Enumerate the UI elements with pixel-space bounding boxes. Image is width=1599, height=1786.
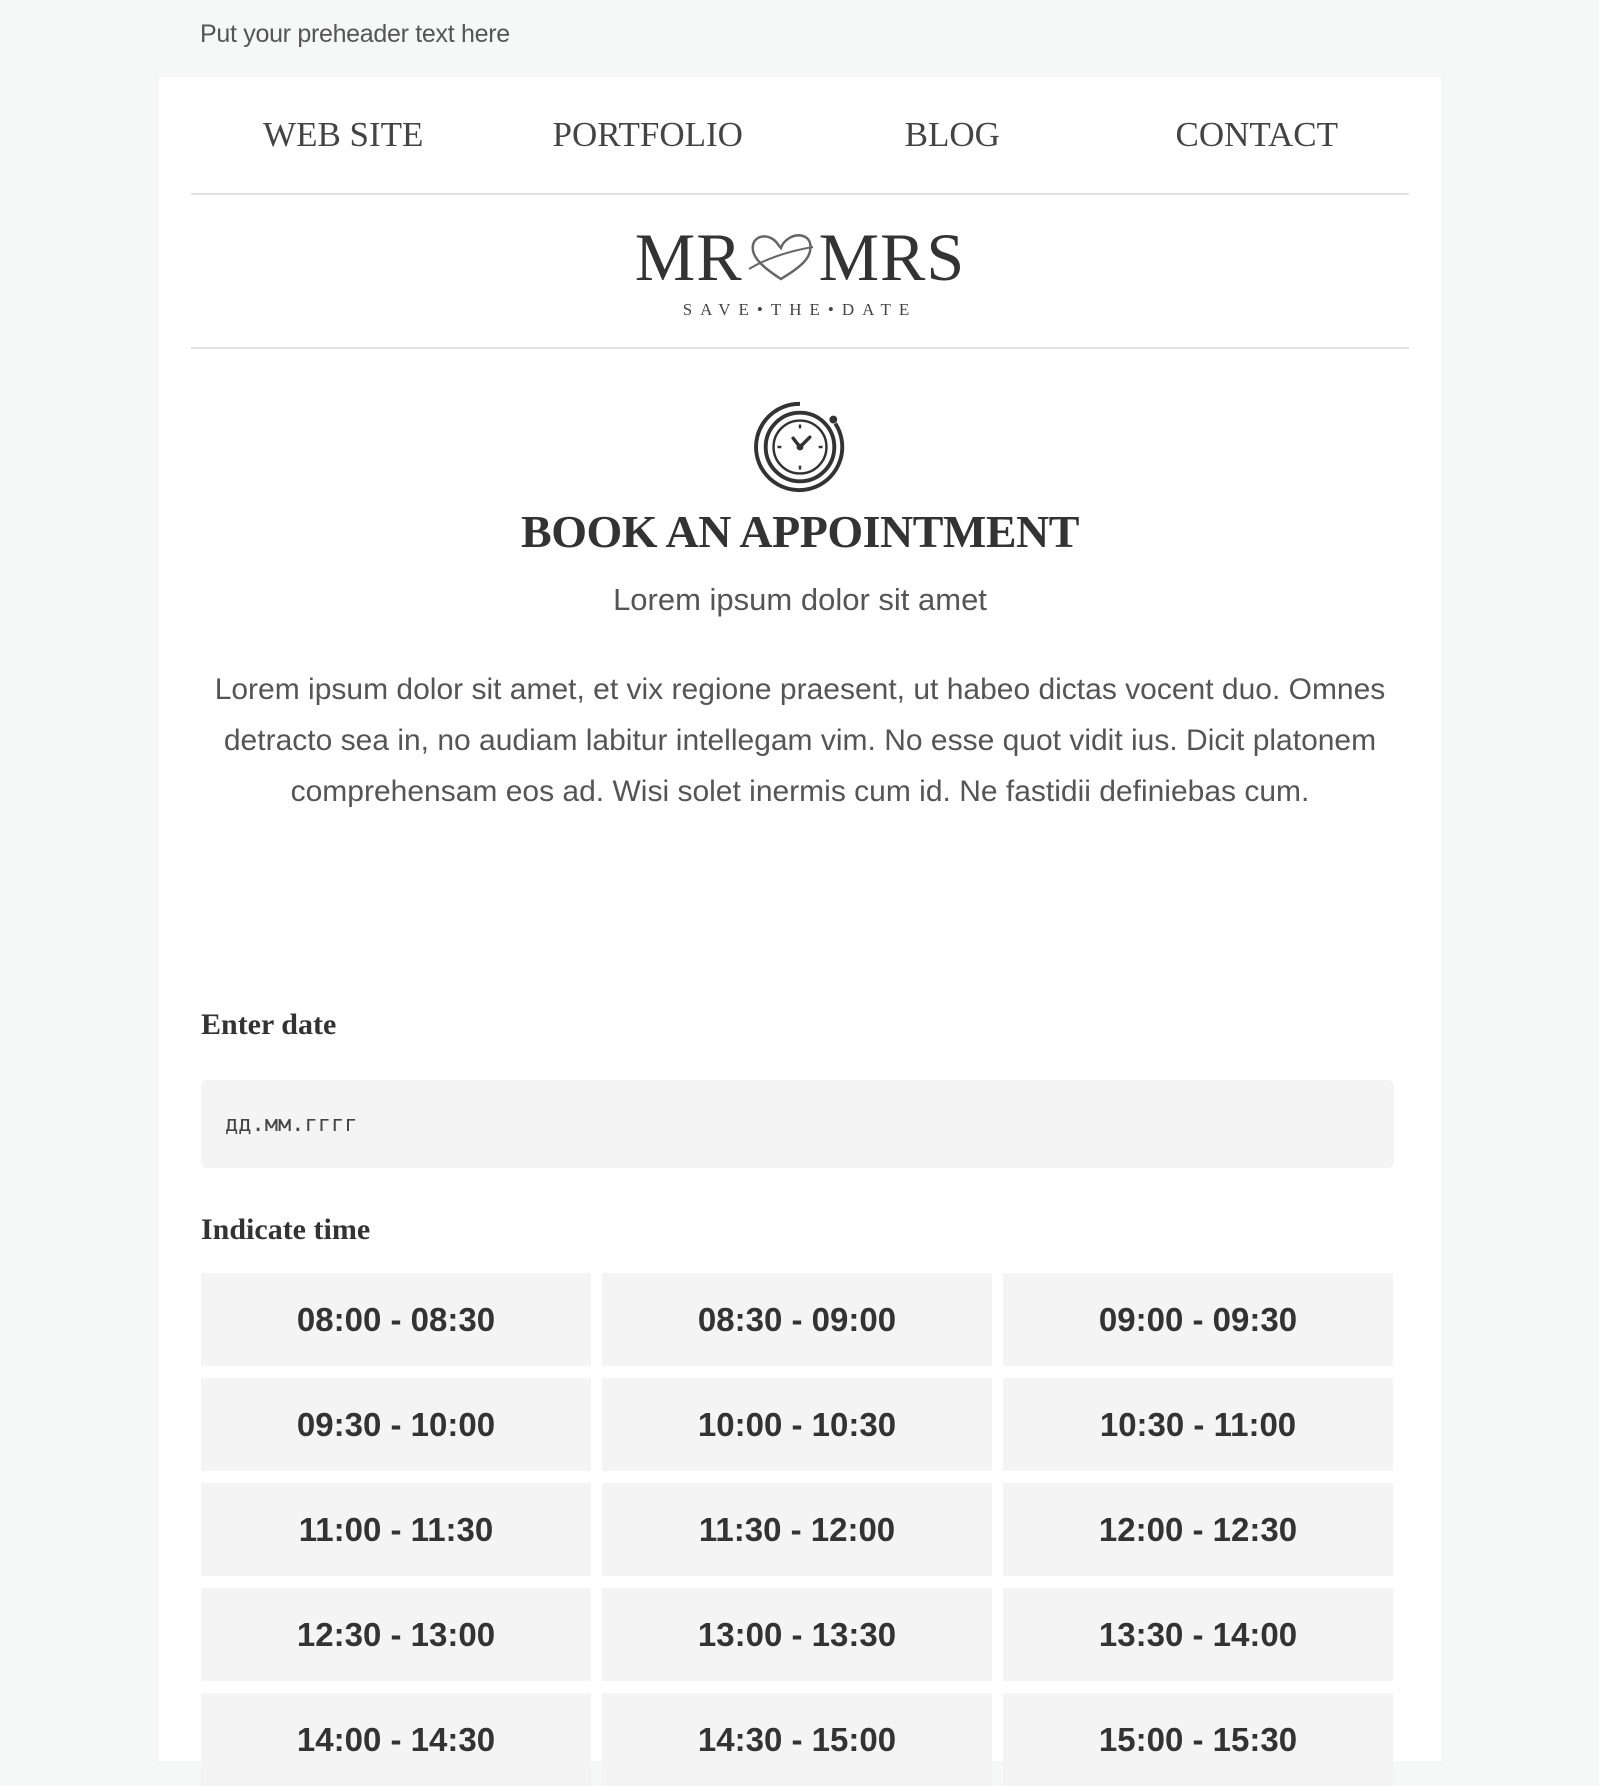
time-slot[interactable]: 09:00 - 09:30 <box>1003 1273 1393 1366</box>
time-slot[interactable]: 08:00 - 08:30 <box>201 1273 591 1366</box>
time-slot[interactable]: 14:00 - 14:30 <box>201 1693 591 1786</box>
stopwatch-icon <box>751 398 849 496</box>
logo-tagline: SAVE•THE•DATE <box>682 300 918 319</box>
email-card <box>159 77 1441 1761</box>
time-slot[interactable]: 12:30 - 13:00 <box>201 1588 591 1681</box>
page-subtitle: Lorem ipsum dolor sit amet <box>613 582 987 617</box>
heart-icon <box>745 229 817 285</box>
time-slot[interactable]: 13:00 - 13:30 <box>602 1588 992 1681</box>
top-nav <box>191 77 1409 195</box>
nav-portfolio[interactable]: PORTFOLIO <box>552 115 743 154</box>
time-slot[interactable]: 11:30 - 12:00 <box>602 1483 992 1576</box>
date-input[interactable] <box>201 1080 1394 1168</box>
time-slot[interactable]: 13:30 - 14:00 <box>1003 1588 1393 1681</box>
nav-contact[interactable]: CONTACT <box>1175 115 1338 154</box>
page-title: BOOK AN APPOINTMENT <box>521 506 1079 557</box>
time-slot[interactable]: 10:30 - 11:00 <box>1003 1378 1393 1471</box>
logo-mark <box>191 219 1409 295</box>
preheader-text: Put your preheader text here <box>200 20 510 48</box>
time-slot[interactable]: 12:00 - 12:30 <box>1003 1483 1393 1576</box>
nav-blog[interactable]: BLOG <box>904 115 1000 154</box>
logo-word-mr: MR <box>634 219 743 295</box>
intro-paragraph: Lorem ipsum dolor sit amet, et vix regione praesent, ut habeo dictas vocent duo. Omnes detracto sea in, no audiam labitur intellegam vim. No esse quot vidit ius. Dicit platonem comprehensam eos ad. Wisi solet inermis cum id. Ne fastidii definiebas cum. <box>214 673 1386 808</box>
time-slot-grid <box>201 1273 1393 1786</box>
time-slot[interactable]: 10:00 - 10:30 <box>602 1378 992 1471</box>
time-slot[interactable]: 15:00 - 15:30 <box>1003 1693 1393 1786</box>
time-slot[interactable]: 08:30 - 09:00 <box>602 1273 992 1366</box>
time-label: Indicate time <box>201 1213 371 1246</box>
logo <box>191 195 1409 349</box>
time-slot[interactable]: 09:30 - 10:00 <box>201 1378 591 1471</box>
time-slot[interactable]: 11:00 - 11:30 <box>201 1483 591 1576</box>
nav-web-site[interactable]: WEB SITE <box>263 115 424 154</box>
logo-word-mrs: MRS <box>818 219 966 295</box>
date-label: Enter date <box>201 1008 337 1041</box>
time-slot[interactable]: 14:30 - 15:00 <box>602 1693 992 1786</box>
